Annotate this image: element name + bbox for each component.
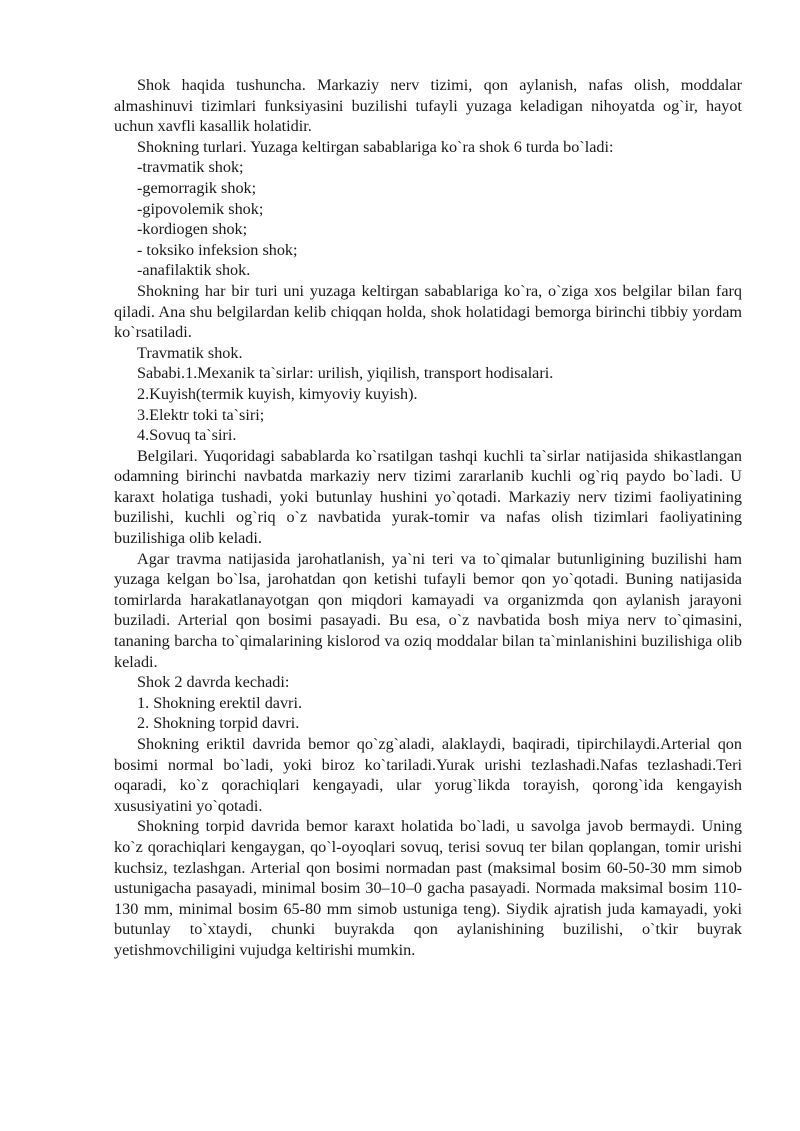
section-heading-travmatik-shok: Travmatik shok. bbox=[137, 343, 243, 362]
list-item-toksiko-infeksion: - toksiko infeksion shok; bbox=[137, 240, 298, 259]
list-item-anafilaktik: -anafilaktik shok. bbox=[137, 261, 251, 280]
paragraph-shock-types: Shokning turlari. Yuzaga keltirgan sabablariga ko`ra shok 6 turda bo`ladi: bbox=[137, 137, 614, 156]
list-item-travmatik: -travmatik shok; bbox=[137, 158, 244, 177]
cause-item-1: Sababi.1.Mexanik ta`sirlar: urilish, yiqilish, transport hodisalari. bbox=[137, 364, 554, 383]
cause-item-3: 3.Elektr toki ta`siri; bbox=[137, 405, 265, 424]
paragraph-shock-signs-differ: Shokning har bir turi uni yuzaga keltirgan sabablariga ko`ra, o`ziga xos belgilar bilan farq qiladi. Ana shu belgilardan kelib chiqqan holda, shok holatidagi bemorga birinchi tibbiy yordam ko`rsatiladi. bbox=[114, 281, 742, 342]
cause-item-4: 4.Sovuq ta`siri. bbox=[137, 426, 237, 445]
paragraph-erektil-phase: Shokning eriktil davrida bemor qo`zg`aladi, alaklaydi, baqiradi, tipirchilaydi.Arterial qon bosimi normal bo`ladi, yoki biroz ko`tariladi.Yurak urishi tezlashadi.Nafas tezlashadi.Teri oqaradi, ko`z qorachiqlari kengayadi, ular yorug`likda torayish, qorong`ida kengayish xususiyatini yo`qotadi. bbox=[114, 735, 742, 815]
paragraph-torpid-phase: Shokning torpid davrida bemor karaxt holatida bo`ladi, u savolga javob bermaydi. Uning ko`z qorachiqlari kengaygan, qo`l-oyoqlari sovuq, terisi sovuq ter bilan qoplangan, tomir urishi kuchsiz, tezlashgan. Arterial qon bosimi normadan past (maksimal bosim 60-50-30 mm simob ustunigacha pasayadi, minimal bosim 30–10–0 gacha pasayadi. Normada maksimal bosim 110-130 mm, minimal bosim 65-80 mm simob ustuniga teng). Siydik ajratish juda kamayadi, yoki butunlay to`xtaydi, chunki buyrakda qon aylanishining buzilishi, o`tkir buyrak yetishmovchiligini vujudga keltirishi mumkin. bbox=[114, 817, 742, 959]
paragraph-trauma-bleeding: Agar travma natijasida jarohatlanish, ya`ni teri va to`qimalar butunligining buzilishi ham yuzaga kelgan bo`lsa, jarohatdan qon ketishi tufayli bemor qon yo`qotadi. Buning natijasida tomirlarda harakatlanayotgan qon miqdori kamayadi va organizmda qon aylanish jarayoni buziladi. Arterial qon bosimi pasayadi. Bu esa, o`z navbatida bosh miya nerv to`qimasini, tananing barcha to`qimalarining kislorod va oziq moddalar bilan ta`minlanishini buzilishiga olib keladi. bbox=[114, 549, 742, 671]
paragraph-shock-definition: Shok haqida tushuncha. Markaziy nerv tizimi, qon aylanish, nafas olish, moddalar almashinuvi tizimlari funksiyasini buzilishi tufayli yuzaga keladigan nihoyatda og`ir, hayot uchun xavfli kasallik holatidir. bbox=[114, 76, 742, 136]
list-item-kordiogen: -kordiogen shok; bbox=[137, 220, 248, 239]
phase-item-torpid: 2. Shokning torpid davri. bbox=[137, 714, 300, 733]
list-item-gipovolemik: -gipovolemik shok; bbox=[137, 199, 264, 218]
cause-item-2: 2.Kuyish(termik kuyish, kimyoviy kuyish). bbox=[137, 384, 418, 403]
paragraph-signs: Belgilari. Yuqoridagi sabablarda ko`rsatilgan tashqi kuchli ta`sirlar natijasida shikastlangan odamning birinchi navbatda markaziy nerv tizimi zararlanib kuchli og`riq paydo bo`ladi. U karaxt holatiga tushadi, yoki butunlay hushini yo`qotadi. Markaziy nerv tizimi faoliyatining buzilishi, kuchli og`riq o`z navbatida yurak-tomir va nafas olish tizimlari faoliyatining buzilishiga olib keladi. bbox=[114, 446, 742, 548]
paragraph-shock-phases: Shok 2 davrda kechadi: bbox=[137, 673, 290, 692]
phase-item-erektil: 1. Shokning erektil davri. bbox=[137, 693, 302, 712]
list-item-gemorragik: -gemorragik shok; bbox=[137, 178, 257, 197]
